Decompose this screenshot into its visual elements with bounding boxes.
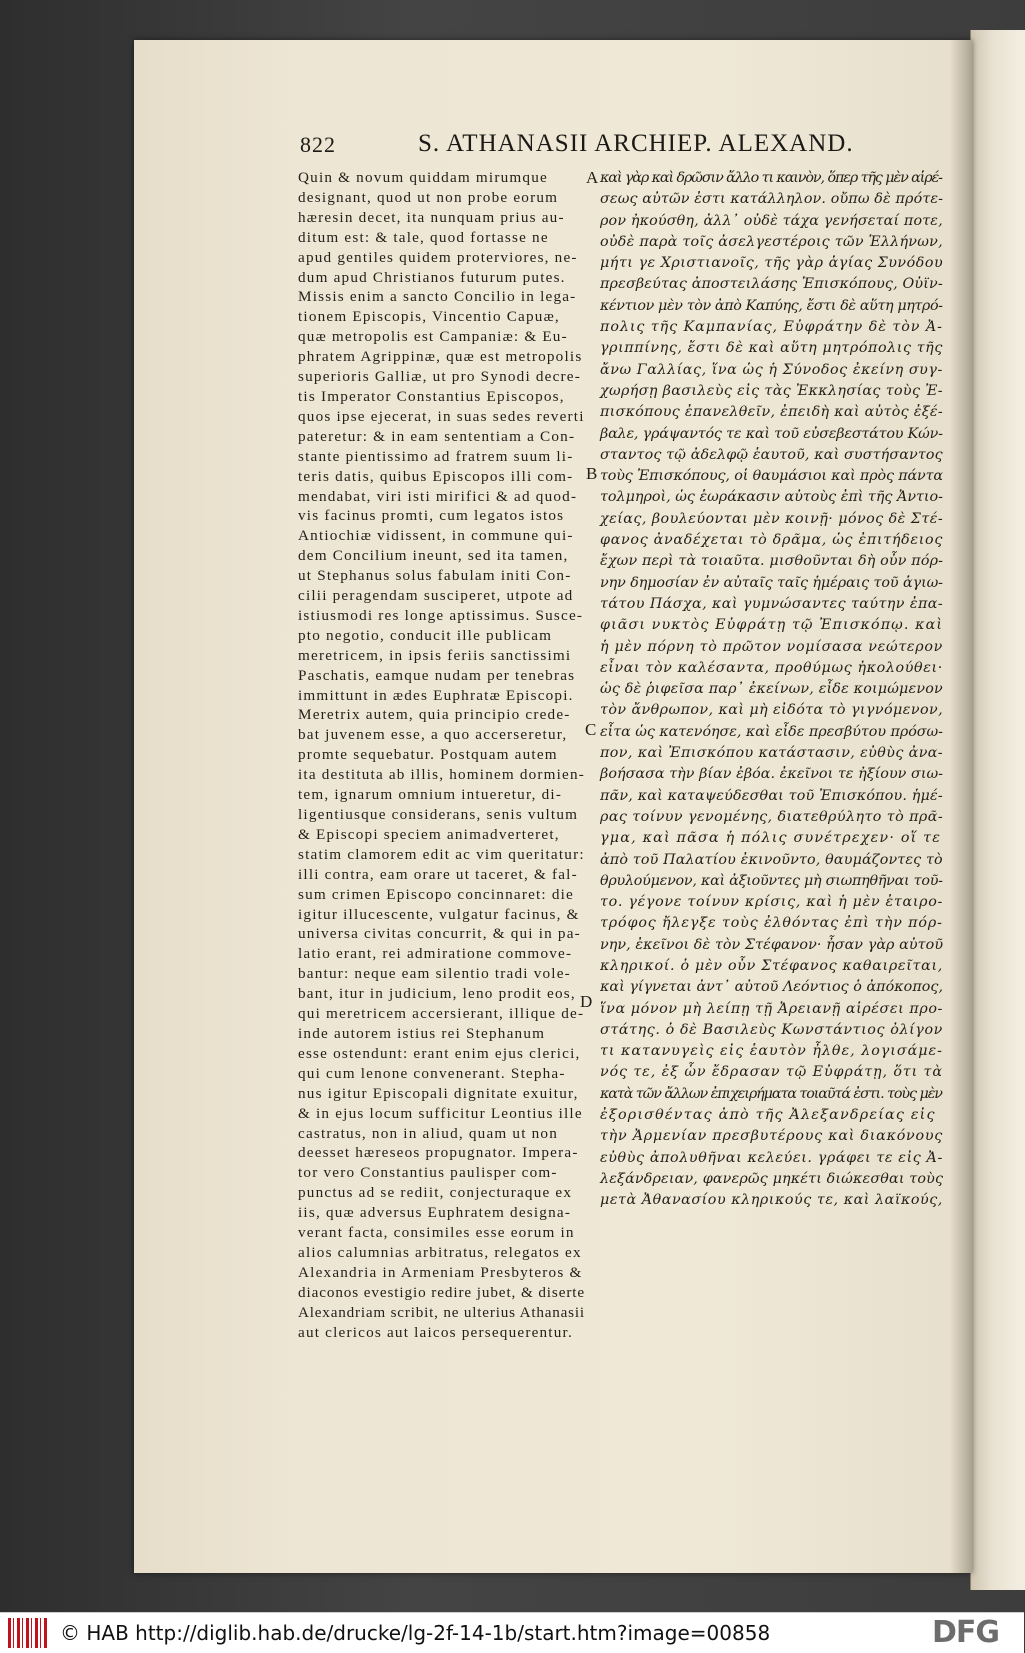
latin-text-line: Missis enim a sancto Concilio in lega- — [298, 288, 577, 306]
greek-text-line: τοὺς Ἐπισκόπους, οἱ θαυμάσιοι καὶ πρὸς πάντα — [600, 468, 943, 485]
latin-text-line: tor vero Constantius paulisper com- — [298, 1164, 558, 1182]
latin-text-line: tem, ignarum omnium intueretur, di- — [298, 786, 563, 804]
greek-text-line: καὶ γίγνεται ἀντ᾽ αὐτοῦ Λεόντιος ὁ ἀπόκοπος, — [600, 979, 944, 996]
latin-text-line: qui meretricem accersierant, illique de- — [298, 1005, 585, 1023]
greek-text-line: εὐθὺς ἀπολυθῆναι κελεύει. γράφει τε εἰς Ἀ- — [600, 1149, 943, 1166]
running-title: S. ATHANASII ARCHIEP. ALEXAND. — [418, 130, 854, 157]
greek-text-line: πισκόπους ἐπανελθεῖν, ἐπειδὴ καὶ αὐτὸς ἐξέ- — [600, 404, 943, 421]
latin-text-line: aut clericos aut laicos persequerentur. — [298, 1323, 573, 1341]
greek-text-line: νην δημοσίαν ἐν αὐταῖς ταῖς ἡμέραις τοῦ ἁγιω- — [600, 574, 943, 591]
source-url-credit[interactable]: © HAB http://diglib.hab.de/drucke/lg-2f-14-1b/start.htm?image=00858 — [60, 1621, 771, 1645]
greek-text-line: ἄνω Γαλλίας, ἵνα ὡς ἡ Σύνοδος ἐκείνη συγ- — [600, 361, 943, 378]
greek-text-line: ἵνα μόνον μὴ λείπῃ τῇ Ἀρειανῇ αἱρέσει προ- — [600, 1000, 943, 1017]
greek-text-line: τι κατανυγεὶς εἰς ἑαυτὸν ἦλθε, λογισάμε- — [600, 1043, 943, 1060]
greek-text-line: κέντιον μὲν τὸν ἀπὸ Καπύης, ἔστι δὲ αὕτη μητρό- — [600, 297, 943, 314]
greek-text-line: οὐδὲ παρὰ τοῖς ἀσελγεστέροις τῶν Ἑλλήνων, — [600, 233, 943, 250]
latin-text-line: statim clamorem edit ac vim queritatur: — [298, 845, 585, 863]
latin-text-line: apud gentiles quidem proterviores, ne- — [298, 248, 578, 266]
latin-text-line: castratus, non in aliud, quam ut non — [298, 1124, 559, 1142]
greek-text-line: φιᾶσι νυκτὸς Εὐφράτῃ τῷ Ἐπισκόπῳ. καὶ — [600, 617, 944, 634]
latin-text-line: bat juvenem esse, a quo accerseretur, — [298, 726, 568, 744]
latin-text-line: illi contra, eam orare ut taceret, & fal- — [298, 865, 578, 883]
latin-text-line: alios calumnias arbitratus, relegatos ex — [298, 1243, 582, 1261]
facing-page-edge — [970, 30, 1025, 1590]
greek-text-line: καὶ γὰρ καὶ δρῶσιν ἄλλο τι καινὸν, ὅπερ τῆς μὲν αἱρέ- — [600, 170, 942, 186]
greek-text-line: ρας τοίνυν γενομένης, διατεθρύλητο τὸ πρᾶ- — [600, 808, 944, 825]
latin-text-line: superioris Galliæ, ut pro Synodi decre- — [298, 368, 582, 386]
latin-text-line: phratem Agrippinæ, quæ est metropolis — [298, 348, 583, 366]
greek-text-line: τὴν Ἀρμενίαν πρεσβυτέρους καὶ διακόνους — [600, 1128, 944, 1145]
latin-text-line: teris datis, quibus Episcopos illi com- — [298, 467, 574, 485]
latin-text-line: deesset hæreseos propugnator. Impera- — [298, 1144, 579, 1162]
latin-text-line: tionem Episcopis, Vincentio Capuæ, — [298, 308, 560, 326]
latin-text-line: pto negotio, conducit ille publicam — [298, 626, 553, 644]
latin-text-line: Paschatis, eamque nudam per tenebras — [298, 666, 576, 684]
latin-text-line: ut Stephanus solus fabulam initi Con- — [298, 567, 572, 585]
greek-text-line: πᾶν, καὶ καταψεύδεσθαι τοῦ Ἐπισκόπου. ἡμέ- — [600, 787, 943, 804]
latin-text-line: hæresin decet, ita nunquam prius au- — [298, 208, 565, 226]
latin-text-line: & in ejus locum sufficitur Leontius ille — [298, 1104, 583, 1122]
greek-text-line: ὡς δὲ ῥιφεῖσα παρ᾽ ἐκείνων, εἶδε κοιμώμενον — [600, 681, 943, 698]
greek-text-line: ἡ μὲν πόρνη τὸ πρῶτον νομίσασα νεώτερον — [600, 638, 944, 655]
latin-text-line: cilii peragendam susciperet, utpote ad — [298, 587, 574, 605]
greek-text-line: εἶτα ὡς κατενόησε, καὶ εἶδε πρεσβύτου πρόσω- — [600, 723, 943, 740]
greek-text-line: πρεσβεύτας ἀποστειλάσης Ἐπισκόπους, Οὐϊν- — [600, 276, 943, 293]
greek-text-line: φανος ἀναδέχεται τὸ δρᾶμα, ὡς ἐπιτήδειος — [600, 532, 944, 549]
latin-text-line: ita destituta ab illis, hominem dormien- — [298, 766, 586, 784]
greek-text-line: νός τε, ἐξ ὧν ἔδρασαν τῷ Εὐφράτῃ, ὅτι τὰ — [600, 1064, 943, 1081]
greek-text-line: στάτης. ὁ δὲ Βασιλεὺς Κωνστάντιος ὀλίγον — [600, 1021, 943, 1038]
greek-text-line: ρον ἠκούσθη, ἀλλ᾽ οὐδὲ τάχα γενήσεταί ποτε, — [600, 212, 943, 229]
latin-text-line: inde autorem istius rei Stephanum — [298, 1024, 546, 1042]
latin-text-line: ditum est: & tale, quod fortasse ne — [298, 228, 549, 246]
latin-text-line: ligentiusque considerans, senis vultum — [298, 806, 579, 823]
dfg-logo: DFG — [932, 1615, 1000, 1650]
greek-text-line: κληρικοί. ὁ μὲν οὖν Στέφανος καθαιρεῖται, — [600, 957, 944, 974]
page-number: 822 — [300, 132, 336, 157]
latin-text-line: vis facinus promti, cum legatos istos — [298, 507, 565, 525]
latin-text-line: designant, quod ut non probe eorum — [298, 188, 559, 206]
latin-text-line: esse ostendunt: erant enim ejus clerici, — [298, 1044, 581, 1062]
latin-text-line: meretricem, in ipsis feriis sanctissimi — [298, 646, 572, 664]
latin-text-line: qui cum lenone convenerant. Stepha- — [298, 1064, 566, 1082]
latin-text-line: iis, quæ adversus Euphratem designa- — [298, 1204, 572, 1222]
latin-text-line: Meretrix autem, quia principio crede- — [298, 706, 571, 724]
greek-text-line: ἀπὸ τοῦ Παλατίου ἐκινοῦντο, θαυμάζοντες τὸ — [600, 851, 943, 868]
latin-text-line: universa civitas concurrit, & qui in pa- — [298, 925, 581, 943]
greek-text-line: τολμηροὶ, ὡς ἑωράκασιν αὐτοὺς ἐπὶ τῆς Ἀντιο- — [600, 489, 943, 506]
latin-text-line: Quin & novum quiddam mirumque — [298, 169, 548, 186]
latin-text-line: dem Concilium ineunt, sed ita tamen, — [298, 547, 569, 565]
running-head — [300, 130, 860, 162]
latin-text-line: promte sequebatur. Postquam autem — [298, 746, 558, 764]
greek-text-line: σταντος τῷ ἀδελφῷ ἑαυτοῦ, καὶ συστήσαντος — [600, 446, 943, 463]
greek-text-line: τὸν ἄνθρωπον, καὶ μὴ εἰδότα τὸ γιγνόμενον, — [600, 702, 944, 719]
greek-column — [600, 168, 943, 1324]
greek-text-line: γριππίνης, ἔστι δὲ καὶ αὕτη μητρόπολις τῆς — [600, 340, 943, 357]
latin-text-line: igitur illucescente, vulgatur facinus, & — [298, 905, 580, 923]
viewer-footer — [0, 1612, 1024, 1653]
greek-text-line: γμα, καὶ πᾶσα ἡ πόλις συνέτρεχεν· οἵ τε — [600, 830, 942, 847]
latin-text-line: istiusmodi res longe aptissimus. Susce- — [298, 606, 584, 624]
greek-text-line: ἐξορισθέντας ἀπὸ τῆς Ἀλεξανδρείας εἰς — [600, 1107, 936, 1124]
latin-text-line: tis Imperator Constantius Episcopos, — [298, 387, 565, 405]
greek-text-line: βαλε, γράψαντός τε καὶ τοῦ εὐσεβεστάτου Κών- — [600, 425, 943, 442]
latin-text-line: quos ipse ejecerat, in suas sedes reverti — [298, 407, 585, 425]
latin-text-line: Antiochiæ vidissent, in commune qui- — [298, 527, 574, 545]
section-marker-a: A — [586, 168, 599, 187]
greek-text-line: μετὰ Ἀθανασίου κληρικούς τε, καὶ λαϊκούς, — [600, 1192, 943, 1209]
greek-text-line: χωρήσῃ βασιλεὺς εἰς τὰς Ἐκκλησίας τοὺς Ἐ- — [600, 382, 944, 399]
section-marker-c: C — [585, 720, 597, 739]
section-marker-d: D — [580, 992, 593, 1011]
greek-text-line: το. γέγονε τοίνυν κρίσις, καὶ ἡ μὲν ἑταιρο- — [600, 894, 944, 911]
greek-text-line: πον, καὶ Ἐπισκόπου κατάστασιν, εὐθὺς ἀνα- — [600, 745, 944, 762]
greek-text-line: κατὰ τῶν ἄλλων ἐπιχειρήματα τοιαῦτά ἐστι. τοὺς μὲν — [600, 1085, 942, 1102]
latin-text-line: diaconos evestigio redire jubet, & diserte — [298, 1283, 586, 1301]
latin-text-line: dum apud Christianos futurum putes. — [298, 268, 566, 286]
greek-text-line: χείας, βουλεύονται μὲν κοινῇ· μόνος δὲ Στέ- — [600, 510, 944, 527]
greek-text-line: λεξάνδρειαν, φανερῶς μηκέτι διώκεσθαι τοὺς — [600, 1170, 944, 1187]
greek-text-line: πολις τῆς Καμπανίας, Εὐφράτην δὲ τὸν Ἀ- — [600, 319, 943, 336]
latin-text-line: nus igitur Episcopali dignitate exuitur, — [298, 1084, 579, 1102]
greek-text-line: τρόφος ἤλεγξε τοὺς ἐλθόντας ἐπὶ τὴν πόρ- — [600, 915, 943, 932]
latin-text-line: immittunt in ædes Euphratæ Episcopi. — [298, 686, 574, 704]
greek-text-line: βοήσασα τὴν βίαν ἐβόα. ἐκεῖνοι τε ἠξίουν σιω- — [600, 766, 944, 783]
greek-text-line: εἶναι τὸν καλέσαντα, προθύμως ἠκολούθει· — [600, 659, 943, 676]
latin-text-line: mendabat, viri isti mirifici & ad quod- — [298, 487, 578, 505]
greek-text-line: ἔχων περὶ τὰ τοιαῦτα. μισθοῦνται δὴ οὖν πόρ- — [600, 553, 944, 570]
latin-text-line: verant facta, consimiles esse eorum in — [298, 1224, 575, 1242]
latin-column — [298, 168, 586, 1341]
latin-text-line: Alexandriam scribit, ne ulterius Athanasii — [298, 1303, 585, 1321]
greek-text-line: νην, ἐκεῖνοι δὲ τὸν Στέφανον· ἦσαν γὰρ αὐτοῦ — [600, 936, 944, 953]
latin-text-line: pateretur: & in eam sententiam a Con- — [298, 427, 576, 445]
greek-text-line: θρυλούμενον, καὶ ἀξιοῦντες μὴ σιωπηθῆναι τοῦ- — [600, 872, 943, 889]
gutter-shadow — [950, 40, 972, 1573]
latin-text-line: bant, itur in judicium, leno prodit eos, — [298, 985, 576, 1003]
latin-text-line: Alexandria in Armeniam Presbyteros & — [298, 1263, 583, 1281]
latin-text-line: sum crimen Episcopo concinnaret: die — [298, 885, 575, 903]
section-marker-b: B — [586, 464, 598, 483]
greek-text-line: μήτι γε Χριστιανοῖς, τῆς γὰρ ἁγίας Συνόδου — [600, 255, 944, 272]
latin-text-line: latio erant, rei admiratione commove- — [298, 945, 573, 963]
greek-text-line: σεως αὐτῶν ἐστι κατάλληλον. οὔπω δὲ πρότε- — [600, 191, 944, 208]
latin-text-line: quæ metropolis est Campaniæ: & Eu- — [298, 328, 568, 346]
latin-text-line: stante pientissimo ad fratrem suum li- — [298, 447, 574, 465]
barcode-icon — [8, 1618, 48, 1648]
latin-text-line: punctus ad se rediit, conjecturaque ex — [298, 1184, 573, 1202]
latin-text-line: bantur: neque eam silentio tradi vole- — [298, 965, 571, 983]
greek-text-line: τάτου Πάσχα, καὶ γυμνώσαντες ταύτην ἐπα- — [600, 595, 944, 612]
latin-text-line: & Episcopi speciem animadverteret, — [298, 825, 560, 843]
